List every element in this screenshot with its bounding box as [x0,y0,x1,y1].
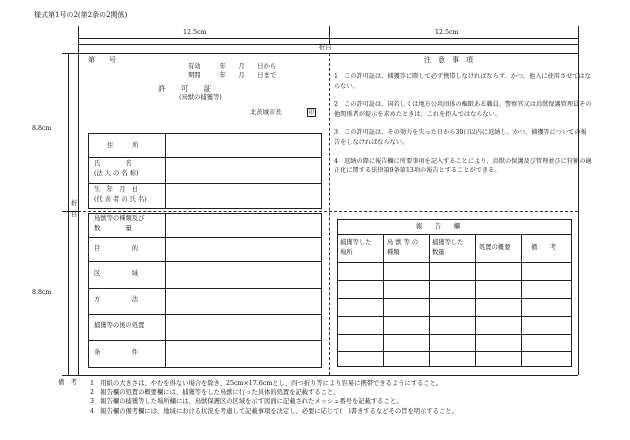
report-row-divider-5 [337,351,572,352]
capture-species-label-2: 数 量 [94,225,132,232]
fold-vertical [329,53,330,375]
report-col-2 [429,234,430,367]
dim-height-top: 8.8cm [32,125,52,132]
report-header-count-1: 捕獲等した [432,239,464,246]
note-item-1: 1 この許可証は、捕獲等に際して必ず携帯しなければならず、かつ、他人に使用させてはならない。 [334,73,591,90]
frame-bottom [62,375,578,376]
report-header-remarks: 備 考 [531,244,557,251]
report-col-4 [521,234,522,367]
dim-width-left: 12.5cm [183,29,207,36]
permit-validity-2: 期間 年 月 日まで [188,72,277,79]
notes-list [334,72,592,176]
capture-method-label: 方 法 [94,296,139,303]
dim-tick-mid [329,26,330,44]
report-row-divider-1 [337,280,572,281]
capture-purpose-label: 目 的 [94,245,139,252]
permit-number-label: 第 号 [88,56,116,64]
dim-line-height [68,53,69,375]
report-header-place-1: 捕獲等した [340,239,372,246]
dim-tick-top [62,53,78,54]
dim-width-right: 12.5cm [435,29,459,36]
report-header-divider [337,262,572,263]
dim-tick-right [578,26,579,44]
holder-row-divider-2 [88,183,322,184]
holder-rep-label: (代 表 者 の 氏 名) [94,196,147,203]
form-id: 様式第1号の2(第2条の2関係) [34,11,128,19]
holder-dob-label: 生 年 月 日 [94,186,139,193]
holder-col-divider [165,133,166,209]
fold-top-label: 折目 [319,44,332,51]
dim-tick-left [78,26,79,44]
fold-horizontal [78,211,578,212]
report-header-species-2: 種類 [387,249,400,256]
note-item-3: 3 この許可証は、その効力を失った日から30日以内に返納し、かつ、捕獲等についての報告をしなければならない。 [334,129,587,146]
permit-title: 許 可 証 [158,84,212,93]
report-title-divider [337,234,572,235]
capture-row-divider-1 [88,237,322,238]
report-col-1 [383,234,384,367]
fold-left-label-1: 折 [71,200,78,207]
note-item-2: 2 この許可証は、国若しくは地方公共団体の権限ある職員、警察官又は鳥獣保護管理員その他関係者が提示を求めたときは、これを拒んではならない。 [334,101,592,118]
remark-item-4: 4 報告欄の備考欄には、地域における状況を考慮して記載事項を決定し、必要に応じて( )書きするなどその旨を明示すること。 [90,407,458,415]
capture-row-divider-4 [88,314,322,315]
fold-left-label-2: 目 [71,211,78,218]
frame-left [78,44,79,375]
remark-item-3: 3 報告欄の捕獲等した場所欄には、鳥獣保護区の区域を示す図面に記載されたメッシュ番号を記載すること。 [90,398,403,406]
dim-line-width [78,38,578,39]
permit-validity-1: 有効 年 月 日から [188,63,277,70]
holder-address-label: 住 所 [107,142,139,149]
capture-disposal-label: 捕獲等の後の処置 [94,322,145,329]
remarks-label: 備 考 [58,379,77,386]
remark-item-2: 2 報告欄の処置の概要欄には、捕獲等をした鳥獣に行った具体的処置を記載すること。 [90,389,340,397]
holder-row-divider-1 [88,157,322,158]
report-header-species-1: 鳥 獣 等 の [387,239,419,246]
permit-subtitle: (鳥獣の捕獲等) [179,94,222,101]
report-header-place-2: 場所 [340,249,353,256]
seal-icon: 印 [308,110,315,116]
frame-top-inner [78,53,578,54]
report-row-divider-3 [337,316,572,317]
remark-item-1: 1 用紙の大きさは、やむを得ない場合を除き、25cm×17.6cmとし、四つ折り等により容易に携帯できるようにすること。 [90,380,443,387]
dim-height-bottom: 8.8cm [32,289,52,296]
report-header-action: 処置の概要 [479,244,511,251]
report-header-count-2: 数量 [432,249,445,256]
holder-name-label: 氏 名 [94,160,132,167]
note-item-4: 4 返納の際に報告欄に所要事項を記入することにより、鳥獣の保護及び管理並びに狩猟の適正化に関する法律第9条第13項の報告とすることができる。 [334,157,592,175]
report-row-divider-2 [337,298,572,299]
capture-row-divider-2 [88,261,322,262]
permit-issuer: 北茨城市長 [250,109,282,116]
capture-area-label: 区 域 [94,270,139,277]
capture-species-label-1: 鳥獣等の種類及び [94,215,145,222]
capture-conditions-label: 条 件 [94,349,139,356]
capture-row-divider-3 [88,288,322,289]
capture-row-divider-5 [88,340,322,341]
remarks-list [90,379,458,416]
report-col-3 [475,234,476,367]
holder-corp-label: (法 人 の 名 称) [94,170,139,177]
report-row-divider-4 [337,334,572,335]
report-title: 報 告 欄 [416,223,461,230]
notes-title: 注 意 事 項 [424,56,473,64]
